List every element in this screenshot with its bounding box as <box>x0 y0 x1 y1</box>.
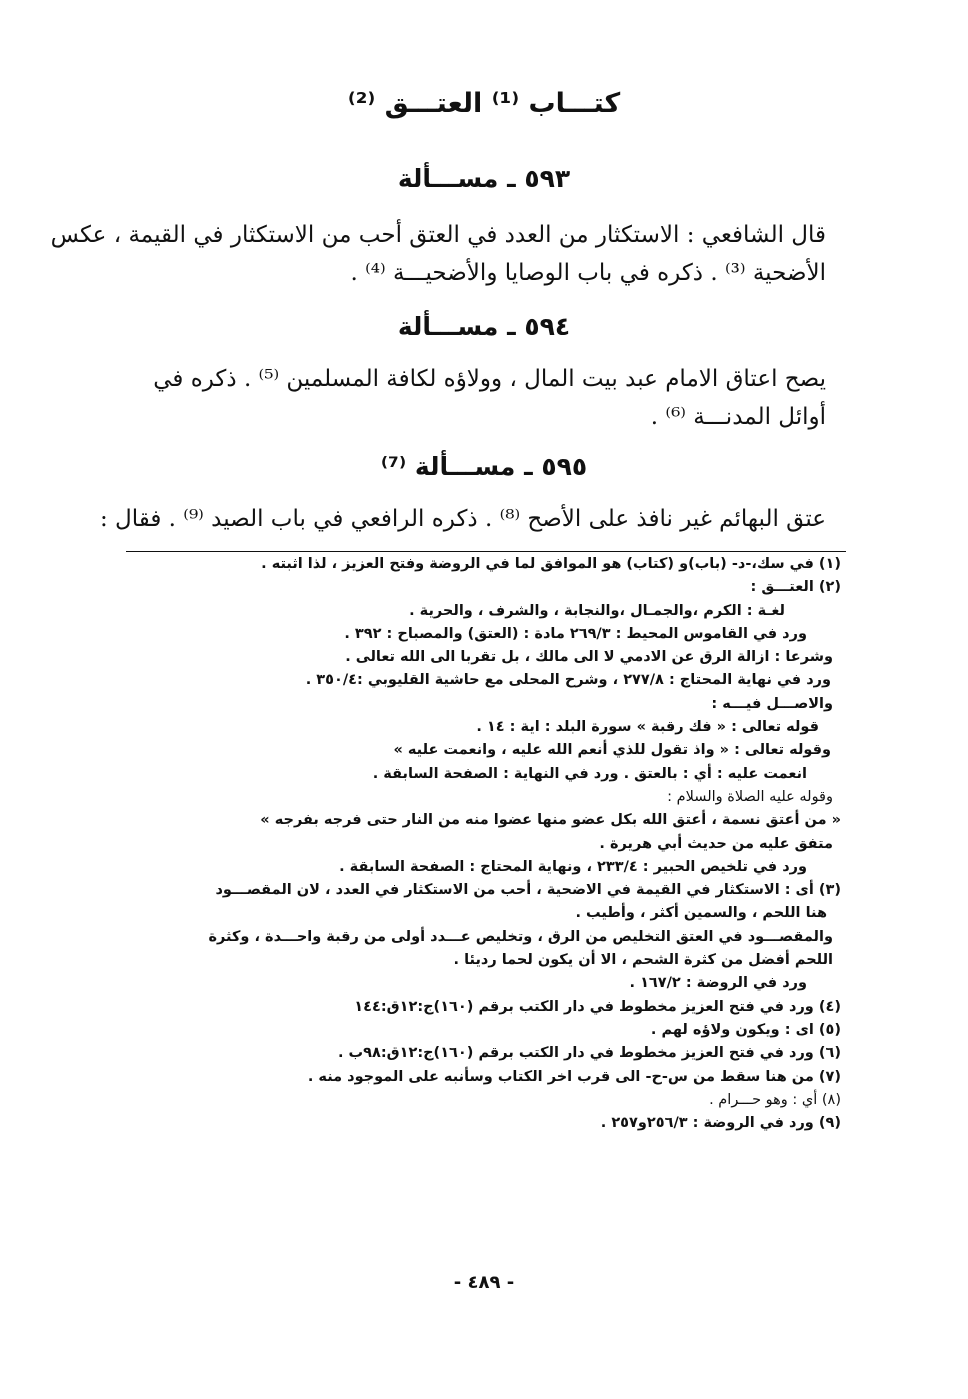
page-number: - ٤٨٩ - <box>453 1272 515 1293</box>
footnote-line: متفق عليه من حديث أبي هريرة . <box>599 835 833 852</box>
footnote-line: ورد في نهاية المحتاج : ٢٧٧/٨ ، وشرح المحلى مع حاشية القليوبي :٣٥٠/٤ . <box>305 672 831 689</box>
footnote-line: قوله تعالى : « فك رقبة » سورة البلد : اية : ١٤ . <box>476 719 819 736</box>
chapter-title: كتـــاب ⁽¹⁾ العتـــق ⁽²⁾ <box>347 88 621 119</box>
footnote-line: (٦) ورد في فتح العزيز مخطوط في دار الكتب برقم (١٦٠)ج:١٢ق:٩٨ب . <box>338 1045 841 1062</box>
footnote-line: ورد في القاموس المحيط : ٢٦٩/٣ مادة : (العتق) والمصباح : ٣٩٢ . <box>344 625 807 642</box>
footnote-line: « من أعتق نسمة ، أعتق الله بكل عضو منها عضوا منه من النار حتى فرجه بفرجه » <box>260 812 841 829</box>
text-line: يصح اعتاق الامام عبد بيت المال ، وولاؤه لكافة المسلمين ⁽⁵⁾ . ذكره في <box>153 366 826 392</box>
footnote-line: انعمت عليه : أي : بالعتق . ورد في النهاية : الصفحة السابقة . <box>372 765 807 782</box>
footnote-line: لغـة : الكرم ،والجمـال ،والنجابة ، والشرف ، والحرية . <box>409 602 785 619</box>
footnotes <box>121 553 841 1135</box>
footnote-line: ورد في تلخيص الحبير : ٢٣٣/٤ ، ونهاية المحتاج : الصفحة السابقة . <box>339 858 807 875</box>
footnote-line: (٥) اى : ويكون ولاؤه لهم . <box>650 1021 841 1038</box>
issue-body-593 <box>50 216 826 292</box>
footnote-line: والاصـــل فيـــه : <box>711 695 833 712</box>
footnote-line: والمقصـــود في العتق التخليص من الرق ، وتخليص عـــدد أولى من رقبة واحـــدة ، وكثرة <box>208 928 833 945</box>
footnote-separator <box>126 551 846 552</box>
footnote-line: ورد في الروضة : ١٦٧/٢ . <box>629 975 807 992</box>
issue-heading-595: ٥٩٥ ـ مســـألة ⁽⁷⁾ <box>380 452 588 481</box>
footnote-line: اللحم أفضل من كثرة الشحم ، الا أن يكون لحما رديئا . <box>453 952 833 969</box>
footnote-line: (٧) من هنا سقط من س-ح- الى قرب اخر الكتاب وسأنبه على الموجود منه . <box>307 1068 841 1085</box>
footnote-line: وشرعا : ازالة الرق عن الادمي لا الى مالك ، بل تقربا الى الله تعالى . <box>345 649 833 666</box>
footnote-line: هنا اللحم ، والسمين أكثر ، وأطيب . <box>575 905 827 922</box>
issue-heading-593: ٥٩٣ ـ مســـألة <box>397 164 571 193</box>
issue-heading-594: ٥٩٤ ـ مســـألة <box>397 312 571 341</box>
footnote-line: (٢) العتـــق : <box>750 579 841 596</box>
text-line: أوائل المدنـــة ⁽⁶⁾ . <box>650 404 826 430</box>
footnote-line: (٤) ورد في فتح العزيز مخطوط في دار الكتب برقم (١٦٠)ج:١٢ق:١٤٤ <box>354 998 841 1015</box>
footnote-line: (٣) أى : الاستكثار في القيمة في الاضحية ، أحب من الاستكثار في العدد ، لان المقصـــود <box>215 882 841 899</box>
text-line: الأضحية ⁽³⁾ . ذكره في باب الوصايا والأضحيـــة ⁽⁴⁾ . <box>350 260 826 286</box>
issue-body-594 <box>126 360 826 436</box>
text-line: عتق البهائم غير نافذ على الأصح ⁽⁸⁾ . ذكره الرافعي في باب الصيد ⁽⁹⁾ . فقال : <box>99 506 826 532</box>
footnote-line: (٨) أي : وهو حـــرام . <box>709 1091 841 1108</box>
footnote-line: (٩) ورد في الروضة : ٢٥٦/٣و٢٥٧ . <box>600 1115 841 1132</box>
footnote-line: وقوله عليه الصلاة والسلام : <box>667 788 833 805</box>
text-line: قال الشافعي : الاستكثار من العدد في العتق أحب من الاستكثار في القيمة ، عكس <box>50 222 826 248</box>
issue-body-595 <box>99 500 826 538</box>
footnote-line: (١) في سك،-د- (باب)و (كتاب) هو الموافق لما في الروضة وفتح العزيز ، لذا اثبته . <box>261 556 841 572</box>
footnote-line: وقوله تعالى : « واذ تقول للذي أنعم الله عليه ، وانعمت عليه » <box>393 742 831 759</box>
